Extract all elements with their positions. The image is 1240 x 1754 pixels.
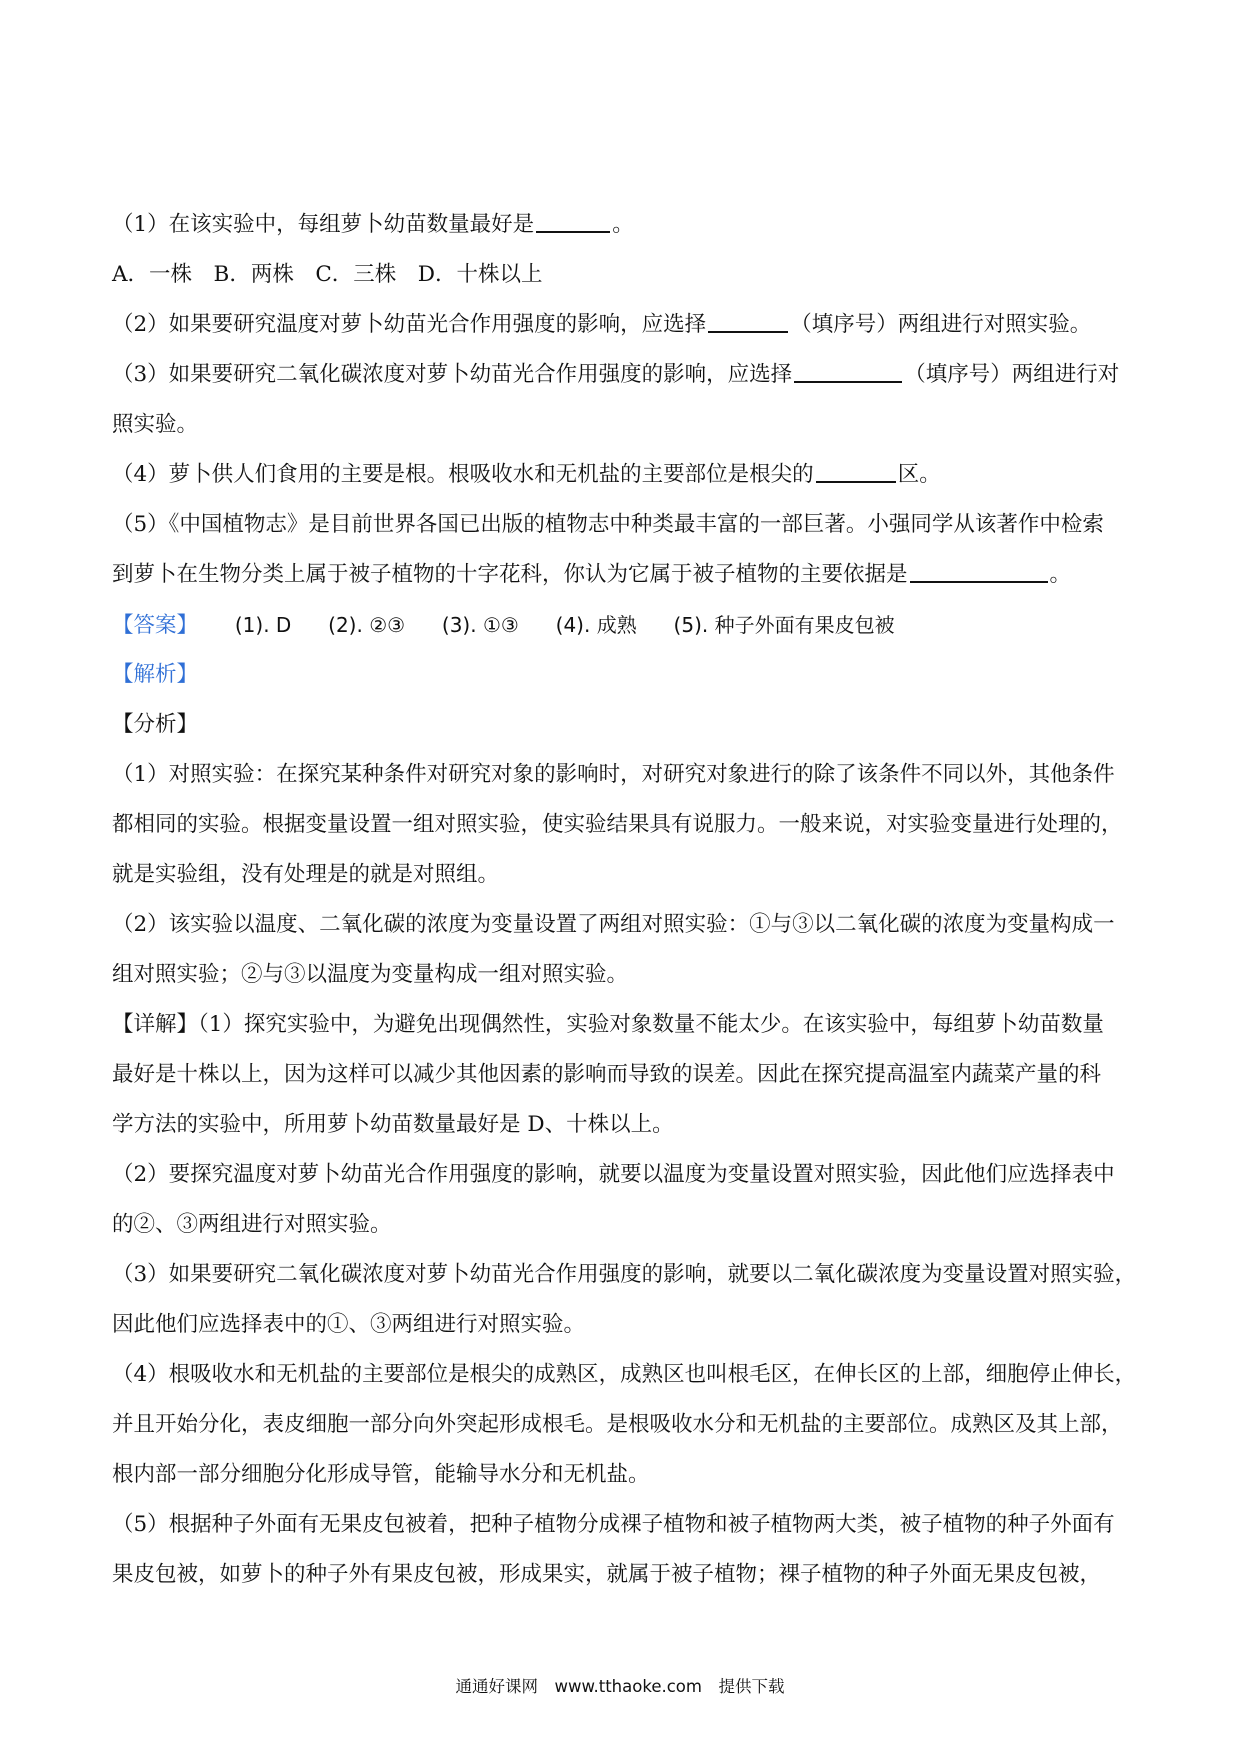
- xiangjie-line-5: 的②、③两组进行对照实验。: [112, 1212, 392, 1237]
- question-3-suffix: （填序号）两组进行对: [904, 362, 1120, 387]
- xiangjie-line-8: （4）根吸收水和无机盐的主要部位是根尖的成熟区，成熟区也叫根毛区，在伸长区的上部，细胞停止伸长，: [112, 1362, 1137, 1387]
- answer-row: [112, 600, 1136, 650]
- answer-blank-5: [910, 559, 1048, 583]
- xiangjie-line-9: 并且开始分化，表皮细胞一部分向外突起形成根毛。是根吸收水分和无机盐的主要部位。成熟区及其上部，: [112, 1412, 1123, 1437]
- question-1-options: A．一株 B．两株 C．三株 D．十株以上: [112, 262, 543, 287]
- answer-blank-4: [816, 459, 896, 483]
- xiangjie-line-6: （3）如果要研究二氧化碳浓度对萝卜幼苗光合作用强度的影响，就要以二氧化碳浓度为变量设置对照实验，: [112, 1262, 1137, 1287]
- fenxi-line-2: 都相同的实验。根据变量设置一组对照实验，使实验结果具有说服力。一般来说，对实验变量进行处理的，: [112, 812, 1123, 837]
- fenxi-line-1: （1）对照实验：在探究某种条件对研究对象的影响时，对研究对象进行的除了该条件不同以外，其他条件: [112, 762, 1115, 787]
- answer-blank-2: [708, 309, 788, 333]
- question-1-text: （1）在该实验中，每组萝卜幼苗数量最好是: [112, 212, 535, 237]
- xiangjie-line-11: （5）根据种子外面有无果皮包被着，把种子植物分成裸子植物和被子植物两大类，被子植物的种子外面有: [112, 1512, 1115, 1537]
- question-3: [112, 350, 1136, 400]
- xiangjie-line-4: （2）要探究温度对萝卜幼苗光合作用强度的影响，就要以温度为变量设置对照实验，因此他们应选择表中: [112, 1162, 1115, 1187]
- fenxi-line-3: 就是实验组，没有处理是的就是对照组。: [112, 862, 500, 887]
- question-4: [112, 450, 1136, 500]
- question-5-continued: [112, 550, 1136, 600]
- xiangjie-line-2: 最好是十株以上，因为这样可以减少其他因素的影响而导致的误差。因此在探究提高温室内蔬菜产量的科: [112, 1062, 1102, 1087]
- question-2-suffix: （填序号）两组进行对照实验。: [790, 312, 1092, 337]
- question-2: [112, 300, 1136, 350]
- fenxi-line-5: 组对照实验；②与③以温度为变量构成一组对照实验。: [112, 962, 629, 987]
- fenxi-line-4: （2）该实验以温度、二氧化碳的浓度为变量设置了两组对照实验：①与③以二氧化碳的浓度为变量构成一: [112, 912, 1115, 937]
- answer-blank-3: [794, 359, 902, 383]
- question-1-end: 。: [612, 212, 634, 237]
- xiangjie-line-1: 【详解】（1）探究实验中，为避免出现偶然性，实验对象数量不能太少。在该实验中，每组萝卜幼苗数量: [112, 1012, 1104, 1037]
- answer-item-3: (3). ①③: [441, 613, 519, 637]
- answer-item-2: (2). ②③: [328, 613, 406, 637]
- fenxi-label: 【分析】: [112, 712, 199, 737]
- xiangjie-line-3: 学方法的实验中，所用萝卜幼苗数量最好是 D、十株以上。: [112, 1112, 674, 1137]
- answer-item-4: (4). 成熟: [555, 613, 637, 637]
- question-5: （5）《中国植物志》是目前世界各国已出版的植物志中种类最丰富的一部巨著。小强同学从该著作中检索: [112, 512, 1104, 537]
- answer-label: 【答案】: [112, 613, 199, 638]
- document-body: [112, 200, 1136, 1600]
- xiangjie-line-10: 根内部一部分细胞分化形成导管，能输导水分和无机盐。: [112, 1462, 650, 1487]
- xiangjie-line-7: 因此他们应选择表中的①、③两组进行对照实验。: [112, 1312, 586, 1337]
- question-1: [112, 200, 1136, 250]
- question-3-continued: 照实验。: [112, 412, 199, 437]
- question-5-end: 。: [1049, 562, 1072, 587]
- question-4-suffix: 区。: [897, 462, 941, 487]
- page-footer: 通通好课网 www.tthaoke.com 提供下载: [455, 1677, 785, 1696]
- analysis-label: 【解析】: [112, 662, 199, 687]
- question-5-text: 到萝卜在生物分类上属于被子植物的十字花科，你认为它属于被子植物的主要依据是: [112, 562, 908, 587]
- question-4-text: （4）萝卜供人们食用的主要是根。根吸收水和无机盐的主要部位是根尖的: [112, 462, 814, 487]
- xiangjie-line-12: 果皮包被，如萝卜的种子外有果皮包被，形成果实，就属于被子植物；裸子植物的种子外面无果皮包被，: [112, 1562, 1102, 1587]
- answer-blank-1: [536, 209, 610, 233]
- answer-item-5: (5). 种子外面有果皮包被: [673, 613, 895, 637]
- answer-item-1: (1). D: [234, 613, 292, 637]
- question-3-text: （3）如果要研究二氧化碳浓度对萝卜幼苗光合作用强度的影响，应选择: [112, 362, 793, 387]
- question-2-text: （2）如果要研究温度对萝卜幼苗光合作用强度的影响，应选择: [112, 312, 707, 337]
